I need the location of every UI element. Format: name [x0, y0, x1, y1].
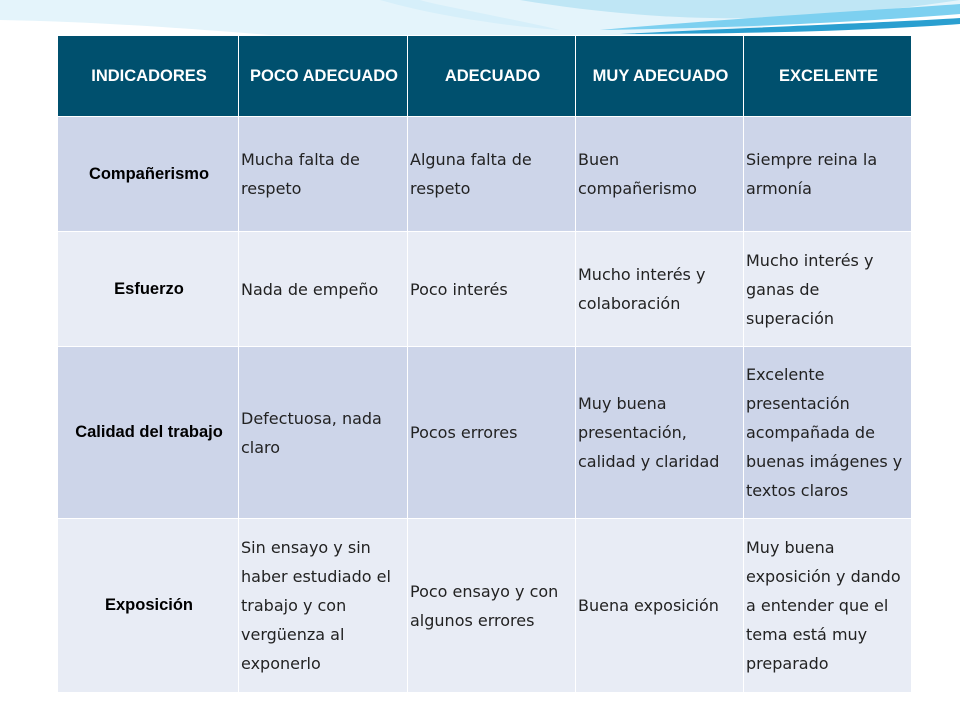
table-row	[58, 232, 912, 347]
table-cell: Poco interés	[408, 232, 576, 347]
table-cell: Nada de empeño	[239, 232, 408, 347]
table-cell: Pocos errores	[408, 347, 576, 519]
table-row	[58, 117, 912, 232]
header-indicadores: INDICADORES	[58, 36, 239, 117]
indicator-cell: Exposición	[58, 519, 239, 693]
table-cell: Sin ensayo y sin haber estudiado el trabajo y con vergüenza al exponerlo	[239, 519, 408, 693]
indicator-cell: Calidad del trabajo	[58, 347, 239, 519]
table-cell: Muy buena presentación, calidad y claridad	[576, 347, 744, 519]
header-poco-adecuado: POCO ADECUADO	[239, 36, 408, 117]
table-cell: Buena exposición	[576, 519, 744, 693]
header-excelente: EXCELENTE	[744, 36, 912, 117]
header-row	[58, 36, 912, 117]
table-cell: Mucha falta de respeto	[239, 117, 408, 232]
table-cell: Excelente presentación acompañada de buenas imágenes y textos claros	[744, 347, 912, 519]
header-adecuado: ADECUADO	[408, 36, 576, 117]
table-cell: Alguna falta de respeto	[408, 117, 576, 232]
table-cell: Buen compañerismo	[576, 117, 744, 232]
table-cell: Defectuosa, nada claro	[239, 347, 408, 519]
table-cell: Mucho interés y colaboración	[576, 232, 744, 347]
indicator-cell: Esfuerzo	[58, 232, 239, 347]
table-row	[58, 519, 912, 693]
indicator-cell: Compañerismo	[58, 117, 239, 232]
header-muy-adecuado: MUY ADECUADO	[576, 36, 744, 117]
evaluation-rubric-table	[57, 35, 912, 693]
table-row	[58, 347, 912, 519]
table-cell: Poco ensayo y con algunos errores	[408, 519, 576, 693]
table-cell: Siempre reina la armonía	[744, 117, 912, 232]
table-cell: Muy buena exposición y dando a entender que el tema está muy preparado	[744, 519, 912, 693]
table-cell: Mucho interés y ganas de superación	[744, 232, 912, 347]
